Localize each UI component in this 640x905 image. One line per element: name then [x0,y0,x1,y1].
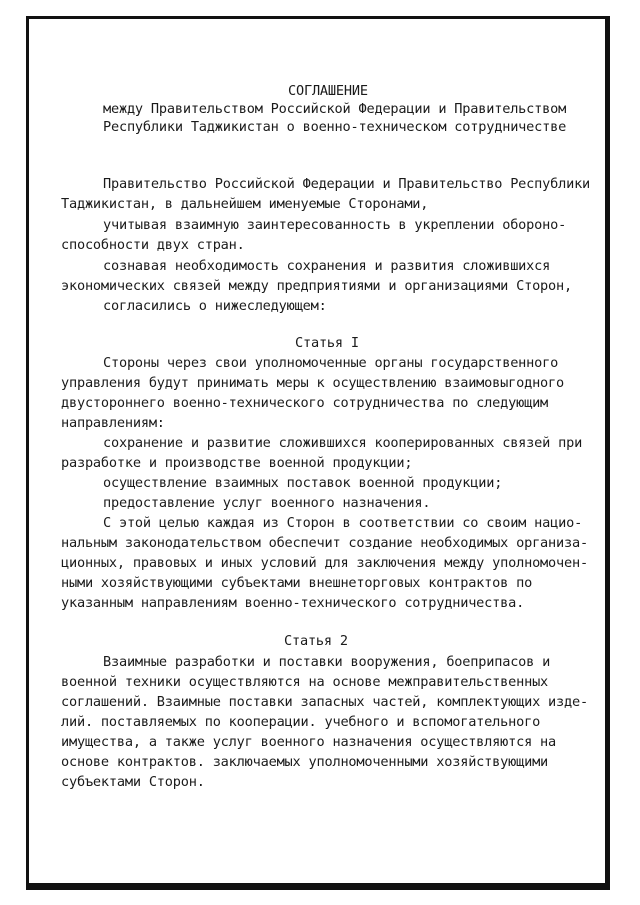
document-subtitle-line-2: Республики Таджикистан о военно-техническом сотрудничестве [103,119,567,135]
preamble-line: Правительство Российской Федерации и Правительство Республики [103,176,591,192]
article-1-line: ными хозяйствующими субъектами внешнеторговых контрактов по [61,575,533,591]
preamble-line: согласились о нижеследующем: [103,298,327,314]
document-page [26,16,610,890]
preamble-line: способности двух стран. [61,237,245,253]
article-2-line: военной техники осуществляются на основе межправительственных [61,674,549,690]
article-2-line: основе контрактов. заключаемых уполномоченными хозяйствующими [61,754,549,770]
article-2-line: Взаимные разработки и поставки вооружения, боеприпасов и [103,654,551,670]
article-1-line: разработке и производстве военной продукции; [61,455,413,471]
article-1-line: сохранение и развитие сложившихся кооперированных связей при [103,435,583,451]
article-1-heading: Статья I [295,335,359,351]
article-1-line: указанным направлениям военно-технического сотрудничества. [61,595,525,611]
article-2-line: имущества, а также услуг военного назначения осуществляются на [61,734,557,750]
article-2-heading: Статья 2 [284,633,348,649]
document-subtitle-line-1: между Правительством Российской Федерации и Правительством [103,101,567,117]
document-title: СОГЛАШЕНИЕ [288,83,368,99]
article-2-line: соглашений. Взаимные поставки запасных частей, комплектующих изде- [61,694,588,710]
article-1-line: направлениям: [61,415,165,431]
article-2-line: субъектами Сторон. [61,774,205,790]
preamble-line: экономических связей между предприятиями и организациями Сторон, [61,278,572,294]
article-1-line: двустороннего военно-технического сотрудничества по следующим [61,395,549,411]
article-1-line: осуществление взаимных поставок военной продукции; [103,475,503,491]
article-1-line: ционных, правовых и иных условий для заключения между уполномочен- [61,555,588,571]
article-1-line: С этой целью каждая из Сторон в соответствии со своим нацио- [103,515,583,531]
preamble-line: учитывая взаимную заинтересованность в укреплении обороно- [103,217,567,233]
preamble-line: Таджикистан, в дальнейшем именуемые Сторонами, [61,196,429,212]
article-1-line: нальным законодательством обеспечит создание необходимых организа- [61,535,588,551]
article-1-line: Стороны через свои уполномоченные органы государственного [103,355,559,371]
article-1-line: предоставление услуг военного назначения. [103,495,431,511]
article-1-line: управления будут принимать меры к осуществлению взаимовыгодного [61,375,565,391]
article-2-line: лий. поставляемых по кооперации. учебного и вспомогательного [61,714,541,730]
preamble-line: сознавая необходимость сохранения и развития сложившихся [103,258,551,274]
